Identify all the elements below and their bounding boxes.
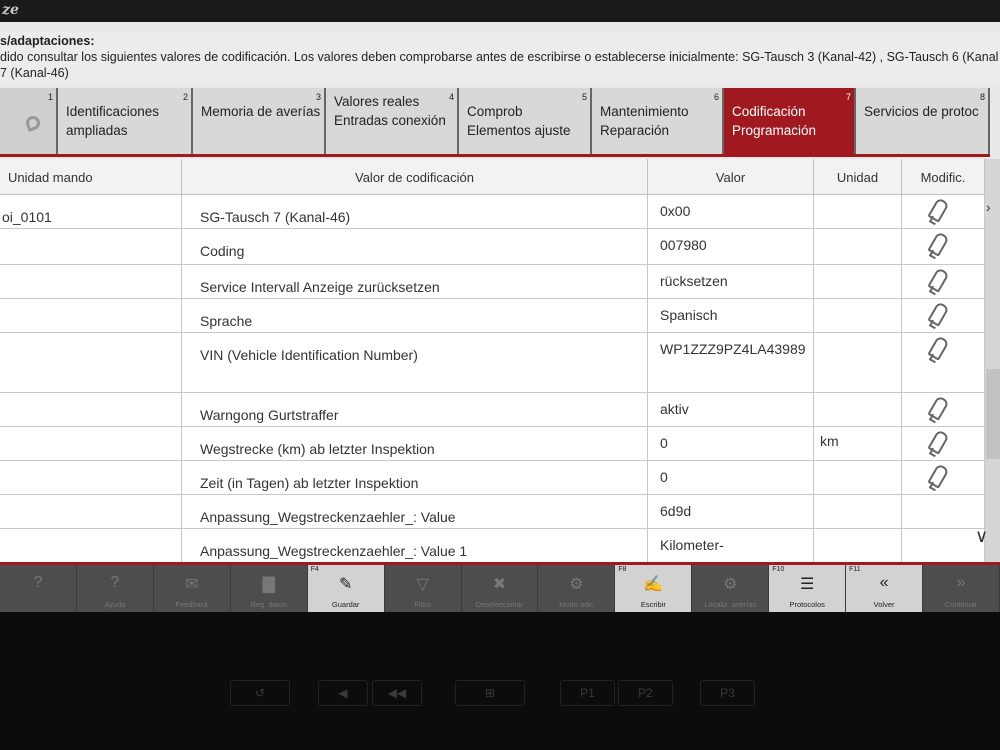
toolbar-icon: ⚙ bbox=[569, 576, 584, 593]
value-cell: 007980 bbox=[648, 229, 814, 264]
tab-label: Servicios de protoc bbox=[864, 104, 979, 119]
windows-key[interactable]: ⊞ bbox=[455, 680, 525, 706]
tab-number: 7 bbox=[845, 92, 851, 102]
app-logo: ze bbox=[2, 2, 19, 18]
unit-ctrl-cell bbox=[0, 229, 182, 264]
toolbar-label: Localiz. averías bbox=[704, 600, 757, 609]
tab-number: 1 bbox=[47, 92, 53, 102]
table-row[interactable] bbox=[0, 427, 985, 461]
coding-key-cell: Service Intervall Anzeige zurücksetzen bbox=[182, 265, 648, 298]
tab-label: Codificación Programación bbox=[732, 104, 817, 138]
value-cell: 0 bbox=[648, 461, 814, 494]
unit-ctrl-cell bbox=[0, 265, 182, 298]
toolbar-button[interactable] bbox=[769, 565, 846, 612]
function-key-label: F4 bbox=[310, 566, 319, 573]
function-key-label: F11 bbox=[849, 566, 861, 573]
coding-key-cell: VIN (Vehicle Identification Number) bbox=[182, 333, 648, 392]
unit-cell bbox=[814, 195, 902, 228]
edit-pen-icon[interactable] bbox=[927, 395, 949, 421]
scroll-down-icon[interactable]: ∨ bbox=[975, 526, 989, 546]
header-valor[interactable]: Valor bbox=[648, 159, 814, 195]
unit-ctrl-cell bbox=[0, 529, 182, 562]
edit-pen-icon[interactable] bbox=[927, 197, 949, 223]
unit-ctrl-cell bbox=[0, 299, 182, 332]
modify-cell bbox=[902, 299, 985, 332]
value-cell: aktiv bbox=[648, 393, 814, 426]
toolbar-label: Deseleccionar bbox=[475, 600, 524, 609]
toolbar-button[interactable] bbox=[154, 565, 231, 612]
edit-pen-icon[interactable] bbox=[927, 335, 949, 361]
toolbar-button[interactable] bbox=[615, 565, 692, 612]
coding-key-cell: Coding bbox=[182, 229, 648, 264]
value-cell: WP1ZZZ9PZ4LA43989 bbox=[648, 333, 814, 392]
tab-number: 5 bbox=[581, 92, 587, 102]
table-row[interactable] bbox=[0, 333, 985, 393]
function-key-label: F8 bbox=[618, 566, 627, 573]
tab-label: Mantenimiento Reparación bbox=[600, 104, 689, 138]
value-cell: 6d9d bbox=[648, 495, 814, 528]
tab-underline bbox=[0, 154, 990, 157]
toolbar-button[interactable] bbox=[846, 565, 923, 612]
unit-cell bbox=[814, 229, 902, 264]
tab-number: 8 bbox=[979, 92, 985, 102]
table-header bbox=[0, 159, 985, 195]
toolbar-button[interactable] bbox=[385, 565, 462, 612]
table-row[interactable] bbox=[0, 195, 985, 229]
table-row[interactable] bbox=[0, 495, 985, 529]
tab-codificacion[interactable] bbox=[724, 88, 856, 154]
toolbar-label: Ayuda bbox=[104, 600, 126, 609]
tab-number: 4 bbox=[448, 92, 454, 102]
coding-key-cell: SG-Tausch 7 (Kanal-46) bbox=[182, 195, 648, 228]
toolbar-icon: ▇ bbox=[262, 576, 275, 593]
tab-number: 3 bbox=[315, 92, 321, 102]
unit-cell bbox=[814, 393, 902, 426]
toolbar-label: Guardar bbox=[331, 600, 360, 609]
scroll-thumb[interactable] bbox=[986, 369, 1000, 459]
function-toolbar bbox=[0, 565, 1000, 612]
table-row[interactable] bbox=[0, 393, 985, 427]
coding-key-cell: Wegstrecke (km) ab letzter Inspektion bbox=[182, 427, 648, 460]
tab-label: Comprob Elementos ajuste bbox=[467, 104, 571, 138]
table-row[interactable] bbox=[0, 229, 985, 265]
p1-key[interactable]: P1 bbox=[560, 680, 615, 706]
toolbar-label: Reg. datos bbox=[250, 600, 287, 609]
toolbar-icon: ✎ bbox=[338, 576, 353, 593]
value-cell: 0x00 bbox=[648, 195, 814, 228]
toolbar-button[interactable] bbox=[308, 565, 385, 612]
value-cell: Spanisch bbox=[648, 299, 814, 332]
value-cell: 0 bbox=[648, 427, 814, 460]
app-title-strip bbox=[0, 0, 1000, 22]
edit-pen-icon[interactable] bbox=[927, 231, 949, 257]
info-heading: s/adaptaciones: bbox=[0, 34, 95, 48]
edit-pen-icon[interactable] bbox=[927, 463, 949, 489]
unit-ctrl-cell bbox=[0, 495, 182, 528]
table-row[interactable] bbox=[0, 461, 985, 495]
toolbar-icon: ✉ bbox=[185, 576, 199, 593]
unit-cell bbox=[814, 461, 902, 494]
tab-number: 6 bbox=[713, 92, 719, 102]
coding-key-cell: Warngong Gurtstraffer bbox=[182, 393, 648, 426]
toolbar-icon: ✖ bbox=[492, 576, 507, 593]
toolbar-button[interactable] bbox=[538, 565, 615, 612]
coding-key-cell: Zeit (in Tagen) ab letzter Inspektion bbox=[182, 461, 648, 494]
unit-cell: km bbox=[814, 427, 902, 460]
scroll-up-icon[interactable]: › bbox=[986, 199, 991, 215]
edit-pen-icon[interactable] bbox=[927, 267, 949, 293]
tab-bar bbox=[0, 88, 990, 154]
unit-ctrl-cell bbox=[0, 333, 182, 392]
tab-mantenimiento[interactable] bbox=[592, 88, 724, 154]
tab-label: Identificaciones ampliadas bbox=[66, 104, 160, 138]
unit-ctrl-cell bbox=[0, 393, 182, 426]
toolbar-icon: ☰ bbox=[800, 576, 815, 593]
modify-cell bbox=[902, 427, 985, 460]
header-valor-codificacion[interactable]: Valor de codificación bbox=[182, 159, 648, 195]
function-key-label: F10 bbox=[772, 566, 785, 573]
toolbar-label: Volver bbox=[873, 600, 895, 609]
toolbar-button[interactable] bbox=[0, 565, 77, 612]
tab-label: Memoria de averías bbox=[201, 104, 321, 119]
value-cell: Kilometer- bbox=[648, 529, 814, 562]
modify-cell bbox=[902, 265, 985, 298]
toolbar-icon: « bbox=[879, 574, 889, 591]
tab-valores-reales[interactable] bbox=[326, 88, 459, 154]
toolbar-button[interactable] bbox=[231, 565, 308, 612]
edit-pen-icon[interactable] bbox=[927, 429, 949, 455]
header-unidad[interactable]: Unidad bbox=[814, 159, 902, 195]
table-body bbox=[0, 195, 985, 562]
tab-overview[interactable] bbox=[0, 88, 58, 154]
tab-memoria-averias[interactable] bbox=[193, 88, 326, 154]
modify-cell bbox=[902, 333, 985, 392]
unit-cell bbox=[814, 495, 902, 528]
modify-cell bbox=[902, 195, 985, 228]
vehicle-icon bbox=[24, 114, 42, 132]
toolbar-icon: ✍ bbox=[643, 576, 664, 593]
modify-cell bbox=[902, 495, 985, 528]
table-row[interactable] bbox=[0, 265, 985, 299]
toolbar-label: Protocolos bbox=[789, 600, 825, 609]
toolbar-button[interactable] bbox=[692, 565, 769, 612]
coding-key-cell: Anpassung_Wegstreckenzaehler_: Value 1 bbox=[182, 529, 648, 562]
modify-cell bbox=[902, 529, 985, 562]
toolbar-label: Feedback bbox=[175, 600, 209, 609]
tab-servicios[interactable] bbox=[856, 88, 990, 154]
unit-cell bbox=[814, 299, 902, 332]
table-scrollbar[interactable] bbox=[975, 159, 1000, 562]
edit-pen-icon[interactable] bbox=[927, 301, 949, 327]
toolbar-button[interactable] bbox=[923, 565, 1000, 612]
toolbar-label: Escribir bbox=[640, 600, 666, 609]
info-line-1: dido consultar los siguientes valores de codificación. Los valores deben comprobarse antes de escribirse o establecerse inicialmente: SG-Tausch 3 (Kanal-42) , SG-Tausch 6 (Kanal bbox=[0, 50, 999, 64]
back-key[interactable]: ↺ bbox=[230, 680, 290, 706]
tab-identificaciones[interactable] bbox=[58, 88, 193, 154]
toolbar-label: Continuar bbox=[944, 600, 978, 609]
table-row[interactable] bbox=[0, 299, 985, 333]
unit-ctrl-cell: oi_0101 bbox=[0, 195, 182, 228]
toolbar-label: Modo adic bbox=[559, 600, 594, 609]
coding-key-cell: Sprache bbox=[182, 299, 648, 332]
info-line-2: 7 (Kanal-46) bbox=[0, 66, 69, 80]
unit-cell bbox=[814, 529, 902, 562]
p2-key[interactable]: P2 bbox=[618, 680, 673, 706]
coding-table bbox=[0, 159, 985, 562]
unit-ctrl-cell bbox=[0, 427, 182, 460]
modify-cell bbox=[902, 461, 985, 494]
volume-down-key[interactable]: ◀ bbox=[318, 680, 368, 706]
tab-number: 2 bbox=[182, 92, 188, 102]
info-message bbox=[0, 32, 1000, 84]
unit-ctrl-cell bbox=[0, 461, 182, 494]
table-row[interactable] bbox=[0, 529, 985, 562]
toolbar-label: Filtro bbox=[414, 600, 431, 609]
toolbar-icon: ? bbox=[110, 574, 120, 591]
header-unidad-mando[interactable]: Unidad mando bbox=[0, 159, 182, 195]
value-cell: rücksetzen bbox=[648, 265, 814, 298]
header-modific[interactable]: Modific. bbox=[902, 159, 985, 195]
modify-cell bbox=[902, 229, 985, 264]
toolbar-icon: » bbox=[956, 574, 966, 591]
p3-key[interactable]: P3 bbox=[700, 680, 755, 706]
modify-cell bbox=[902, 393, 985, 426]
toolbar-icon: ⚙ bbox=[723, 576, 738, 593]
toolbar-button[interactable] bbox=[462, 565, 539, 612]
coding-key-cell: Anpassung_Wegstreckenzaehler_: Value bbox=[182, 495, 648, 528]
tab-label: Valores reales Entradas conexión bbox=[334, 94, 446, 128]
tab-comprob-elementos[interactable] bbox=[459, 88, 592, 154]
device-bezel bbox=[0, 612, 1000, 750]
unit-cell bbox=[814, 265, 902, 298]
toolbar-icon: ? bbox=[33, 574, 43, 591]
toolbar-icon: ▽ bbox=[416, 576, 429, 593]
volume-up-key[interactable]: ◀◀ bbox=[372, 680, 422, 706]
unit-cell bbox=[814, 333, 902, 392]
toolbar-button[interactable] bbox=[77, 565, 154, 612]
